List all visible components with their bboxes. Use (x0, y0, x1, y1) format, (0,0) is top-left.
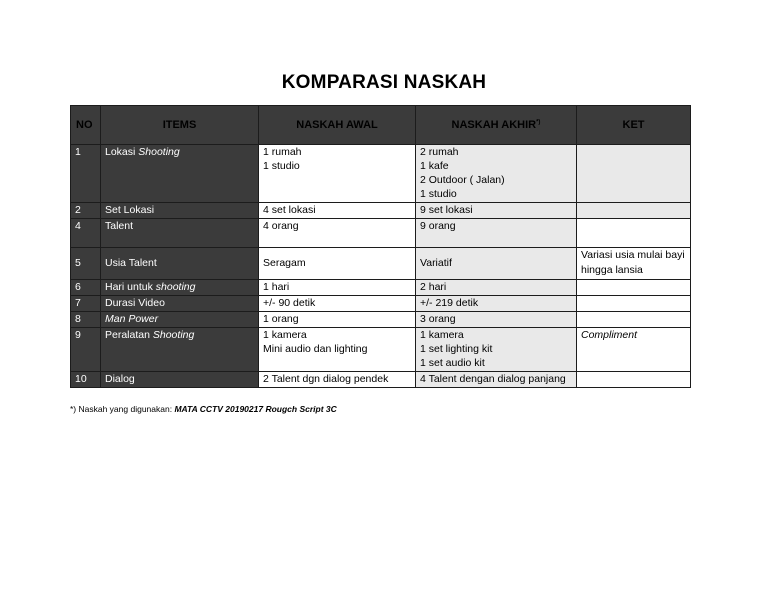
cell-naskah-awal: +/- 90 detik (259, 296, 416, 312)
cell-item: Peralatan Shooting (101, 328, 259, 372)
cell-naskah-awal: 1 hari (259, 280, 416, 296)
cell-naskah-awal: 1 orang (259, 312, 416, 328)
comparison-table (70, 105, 691, 388)
script-name: MATA CCTV 20190217 Rougch Script 3C (174, 404, 337, 414)
table-row (71, 145, 691, 203)
cell-item: Set Lokasi (101, 203, 259, 219)
cell-naskah-akhir: 1 kamera 1 set lighting kit 1 set audio kit (416, 328, 577, 372)
cell-ket: Compliment (577, 328, 691, 372)
page-title: KOMPARASI NASKAH (281, 72, 487, 93)
cell-naskah-akhir: 2 hari (416, 280, 577, 296)
table-row (71, 219, 691, 248)
table-row (71, 280, 691, 296)
table-row (71, 296, 691, 312)
cell-naskah-akhir: Variatif (416, 248, 577, 280)
cell-ket: Variasi usia mulai bayi hingga lansia (577, 248, 691, 280)
cell-item: Talent (101, 219, 259, 248)
cell-naskah-akhir: 9 orang (416, 219, 577, 248)
cell-no: 4 (71, 219, 101, 248)
cell-naskah-akhir: 9 set lokasi (416, 203, 577, 219)
cell-item: Dialog (101, 372, 259, 388)
cell-naskah-awal: 1 rumah 1 studio (259, 145, 416, 203)
header-naskah-awal: NASKAH AWAL (259, 106, 416, 145)
cell-ket (577, 372, 691, 388)
cell-item: Lokasi Shooting (101, 145, 259, 203)
cell-ket (577, 280, 691, 296)
table-header-row (71, 106, 691, 145)
cell-item: Durasi Video (101, 296, 259, 312)
cell-no: 7 (71, 296, 101, 312)
table-row (71, 372, 691, 388)
cell-naskah-akhir: +/- 219 detik (416, 296, 577, 312)
cell-naskah-awal: Seragam (259, 248, 416, 280)
cell-naskah-akhir: 4 Talent dengan dialog panjang (416, 372, 577, 388)
cell-naskah-akhir: 3 orang (416, 312, 577, 328)
cell-item: Usia Talent (101, 248, 259, 280)
cell-no: 2 (71, 203, 101, 219)
cell-ket (577, 312, 691, 328)
footnote: *) Naskah yang digunakan: MATA CCTV 20190217 Rougch Script 3C (70, 404, 337, 414)
cell-no: 1 (71, 145, 101, 203)
cell-naskah-awal: 4 orang (259, 219, 416, 248)
header-no: NO (71, 106, 101, 145)
cell-no: 5 (71, 248, 101, 280)
cell-ket (577, 203, 691, 219)
table-row (71, 248, 691, 280)
table-row (71, 328, 691, 372)
cell-no: 6 (71, 280, 101, 296)
cell-naskah-awal: 4 set lokasi (259, 203, 416, 219)
table-row (71, 312, 691, 328)
cell-ket (577, 219, 691, 248)
cell-naskah-akhir: 2 rumah 1 kafe 2 Outdoor ( Jalan) 1 studio (416, 145, 577, 203)
cell-naskah-awal: 2 Talent dgn dialog pendek (259, 372, 416, 388)
cell-item: Man Power (101, 312, 259, 328)
cell-no: 8 (71, 312, 101, 328)
cell-ket (577, 145, 691, 203)
footnote-marker: *) (536, 119, 541, 126)
table-row (71, 203, 691, 219)
cell-ket (577, 296, 691, 312)
header-ket: KET (577, 106, 691, 145)
cell-naskah-awal: 1 kamera Mini audio dan lighting (259, 328, 416, 372)
cell-item: Hari untuk shooting (101, 280, 259, 296)
header-items: ITEMS (101, 106, 259, 145)
header-naskah-akhir: NASKAH AKHIR*) (416, 106, 577, 145)
cell-no: 10 (71, 372, 101, 388)
cell-no: 9 (71, 328, 101, 372)
